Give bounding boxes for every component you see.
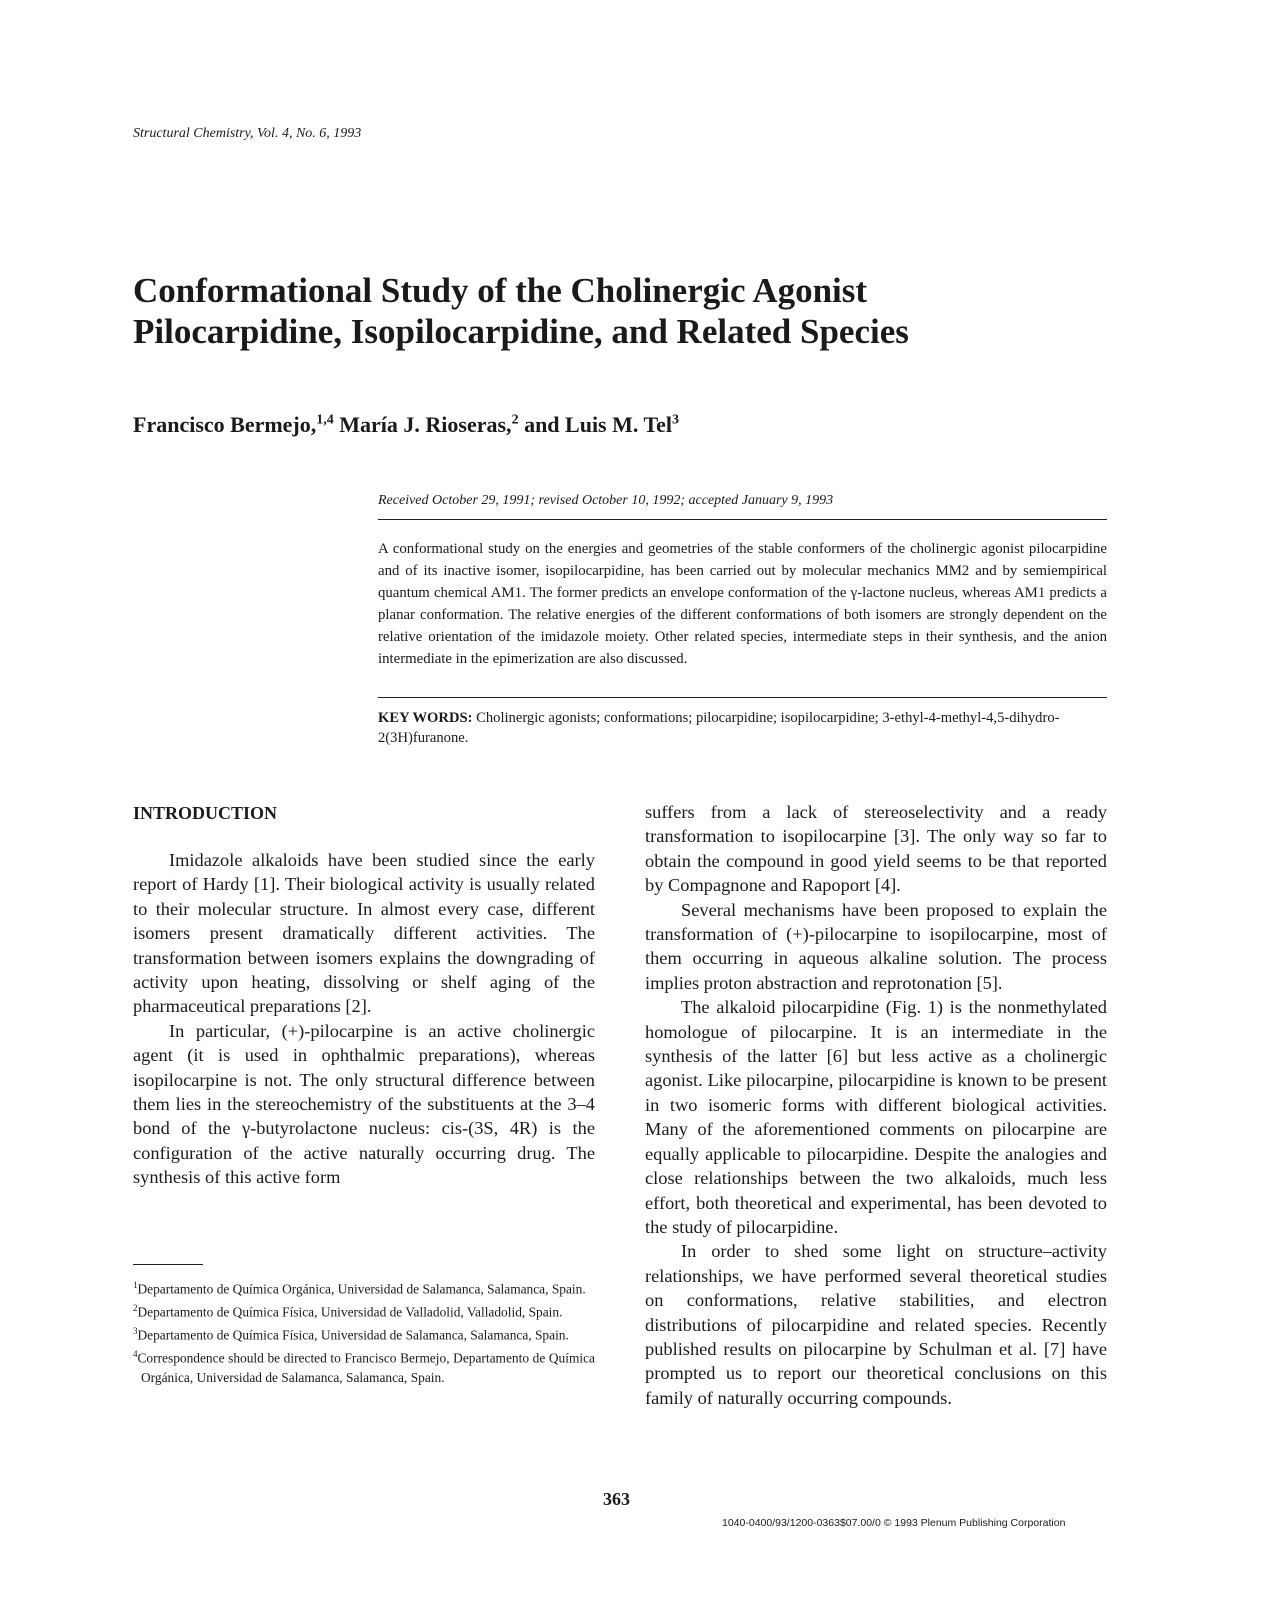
paragraph: suffers from a lack of stereoselectivity and a ready transformation to isopilocarpine [3]. The only way so far to obtain the compound in good yield seems to be that reported by Compagnone and Rapoport [4]. xyxy=(645,802,1107,896)
page-number: 363 xyxy=(603,1489,630,1509)
footnote xyxy=(133,1299,595,1322)
footnote xyxy=(133,1345,595,1387)
footnote-mark: 4 xyxy=(133,1348,138,1359)
received-dates: Received October 29, 1991; revised October 10, 1992; accepted January 9, 1993 xyxy=(378,493,834,508)
divider-rule xyxy=(378,697,1107,698)
divider-rule xyxy=(378,519,1107,520)
footnote xyxy=(133,1276,595,1299)
footnote-text: Departamento de Química Física, Universidad de Valladolid, Valladolid, Spain. xyxy=(137,1304,563,1320)
author-name: María J. Rioseras, xyxy=(339,412,512,437)
paragraph: The alkaloid pilocarpidine (Fig. 1) is the nonmethylated homologue of pilocarpine. It is an intermediate in the synthesis of the latter [6] but less active as a cholinergic agonist. Like pilocarpine, pilocarpidine is known to be present in two isomeric forms with different biological activities. Many of the aforementioned comments on pilocarpine are equally applicable to pilocarpidine. Despite the analogies and close relationships between the two alkaloids, much less effort, both theoretical and experimental, has been devoted to the study of pilocarpidine. xyxy=(645,997,1107,1237)
paragraph: Several mechanisms have been proposed to explain the transformation of (+)-pilocarpine to isopilocarpine, most of them occurring in aqueous alkaline solution. The process implies proton abstraction and reprotonation [5]. xyxy=(645,899,1107,993)
keywords-text: Cholinergic agonists; conformations; pilocarpidine; isopilocarpidine; 3-ethyl-4-methyl-4,5-dihydro-2(3H)furanone. xyxy=(378,710,1060,746)
right-column xyxy=(645,800,1107,1410)
author-name: and Luis M. Tel xyxy=(524,412,673,437)
keywords xyxy=(378,708,1107,748)
title-line-1: Conformational Study of the Cholinergic Agonist xyxy=(133,271,868,310)
section-heading: INTRODUCTION xyxy=(133,803,278,823)
journal-citation: Structural Chemistry, Vol. 4, No. 6, 1993 xyxy=(133,126,362,141)
footnote-mark: 2 xyxy=(133,1302,138,1313)
copyright-line: 1040-0400/93/1200-0363$07.00/0 © 1993 Plenum Publishing Corporation xyxy=(722,1517,1066,1529)
paragraph: In order to shed some light on structure–activity relationships, we have performed several theoretical studies on conformations, relative stabilities, and electron distributions of pilocarpidine and related species. Recently published results on pilocarpine by Schulman et al. [7] have prompted us to report our theoretical conclusions on this family of naturally occurring compounds. xyxy=(645,1241,1107,1408)
keywords-label: KEY WORDS: xyxy=(378,710,473,726)
footnote-mark: 1 xyxy=(133,1280,138,1290)
footnote-text: Correspondence should be directed to Francisco Bermejo, Departamento de Química Orgánica, Universidad de Salamanca, Salamanca, Spain. xyxy=(137,1350,595,1385)
author-affiliation-mark: 2 xyxy=(511,412,519,428)
author-list xyxy=(133,412,679,438)
footnote xyxy=(133,1322,595,1345)
footnote-mark: 3 xyxy=(133,1325,138,1336)
author-affiliation-mark: 3 xyxy=(672,412,680,428)
footnote-rule xyxy=(133,1264,203,1265)
footnotes xyxy=(133,1276,595,1387)
paper-title xyxy=(133,270,1113,352)
footnote-text: Departamento de Química Física, Universidad de Salamanca, Salamanca, Spain. xyxy=(137,1327,569,1343)
left-column xyxy=(133,848,595,1190)
paragraph: In particular, (+)-pilocarpine is an active cholinergic agent (it is used in ophthalmic preparations), whereas isopilocarpine is not. The only structural difference between them lies in the stereochemistry of the substituents at the 3–4 bond of the γ-butyrolactone nucleus: cis-(3S, 4R) is the configuration of the active naturally occurring drug. The synthesis of this active form xyxy=(133,1020,595,1188)
title-line-2: Pilocarpidine, Isopilocarpidine, and Related Species xyxy=(133,312,909,351)
author-name: Francisco Bermejo, xyxy=(133,412,317,437)
footnote-text: Departamento de Química Orgánica, Universidad de Salamanca, Salamanca, Spain. xyxy=(137,1281,586,1297)
paragraph: Imidazole alkaloids have been studied since the early report of Hardy [1]. Their biological activity is usually related to their molecular structure. In almost every case, different isomers present dramatically different activities. The transformation between isomers explains the downgrading of activity upon heating, dissolving or shelf aging of the pharmaceutical preparations [2]. xyxy=(133,850,595,1017)
abstract-text: A conformational study on the energies and geometries of the stable conformers of the cholinergic agonist pilocarpidine and of its inactive isomer, isopilocarpidine, has been carried out by molecular mechanics MM2 and by semiempirical quantum chemical AM1. The former predicts an envelope conformation of the γ-lactone nucleus, whereas AM1 predicts a planar conformation. The relative energies of the different conformations of both isomers are strongly dependent on the relative orientation of the imidazole moiety. Other related species, intermediate steps in their synthesis, and the anion intermediate in the epimerization are also discussed. xyxy=(378,541,1107,667)
author-affiliation-mark: 1,4 xyxy=(316,412,334,428)
